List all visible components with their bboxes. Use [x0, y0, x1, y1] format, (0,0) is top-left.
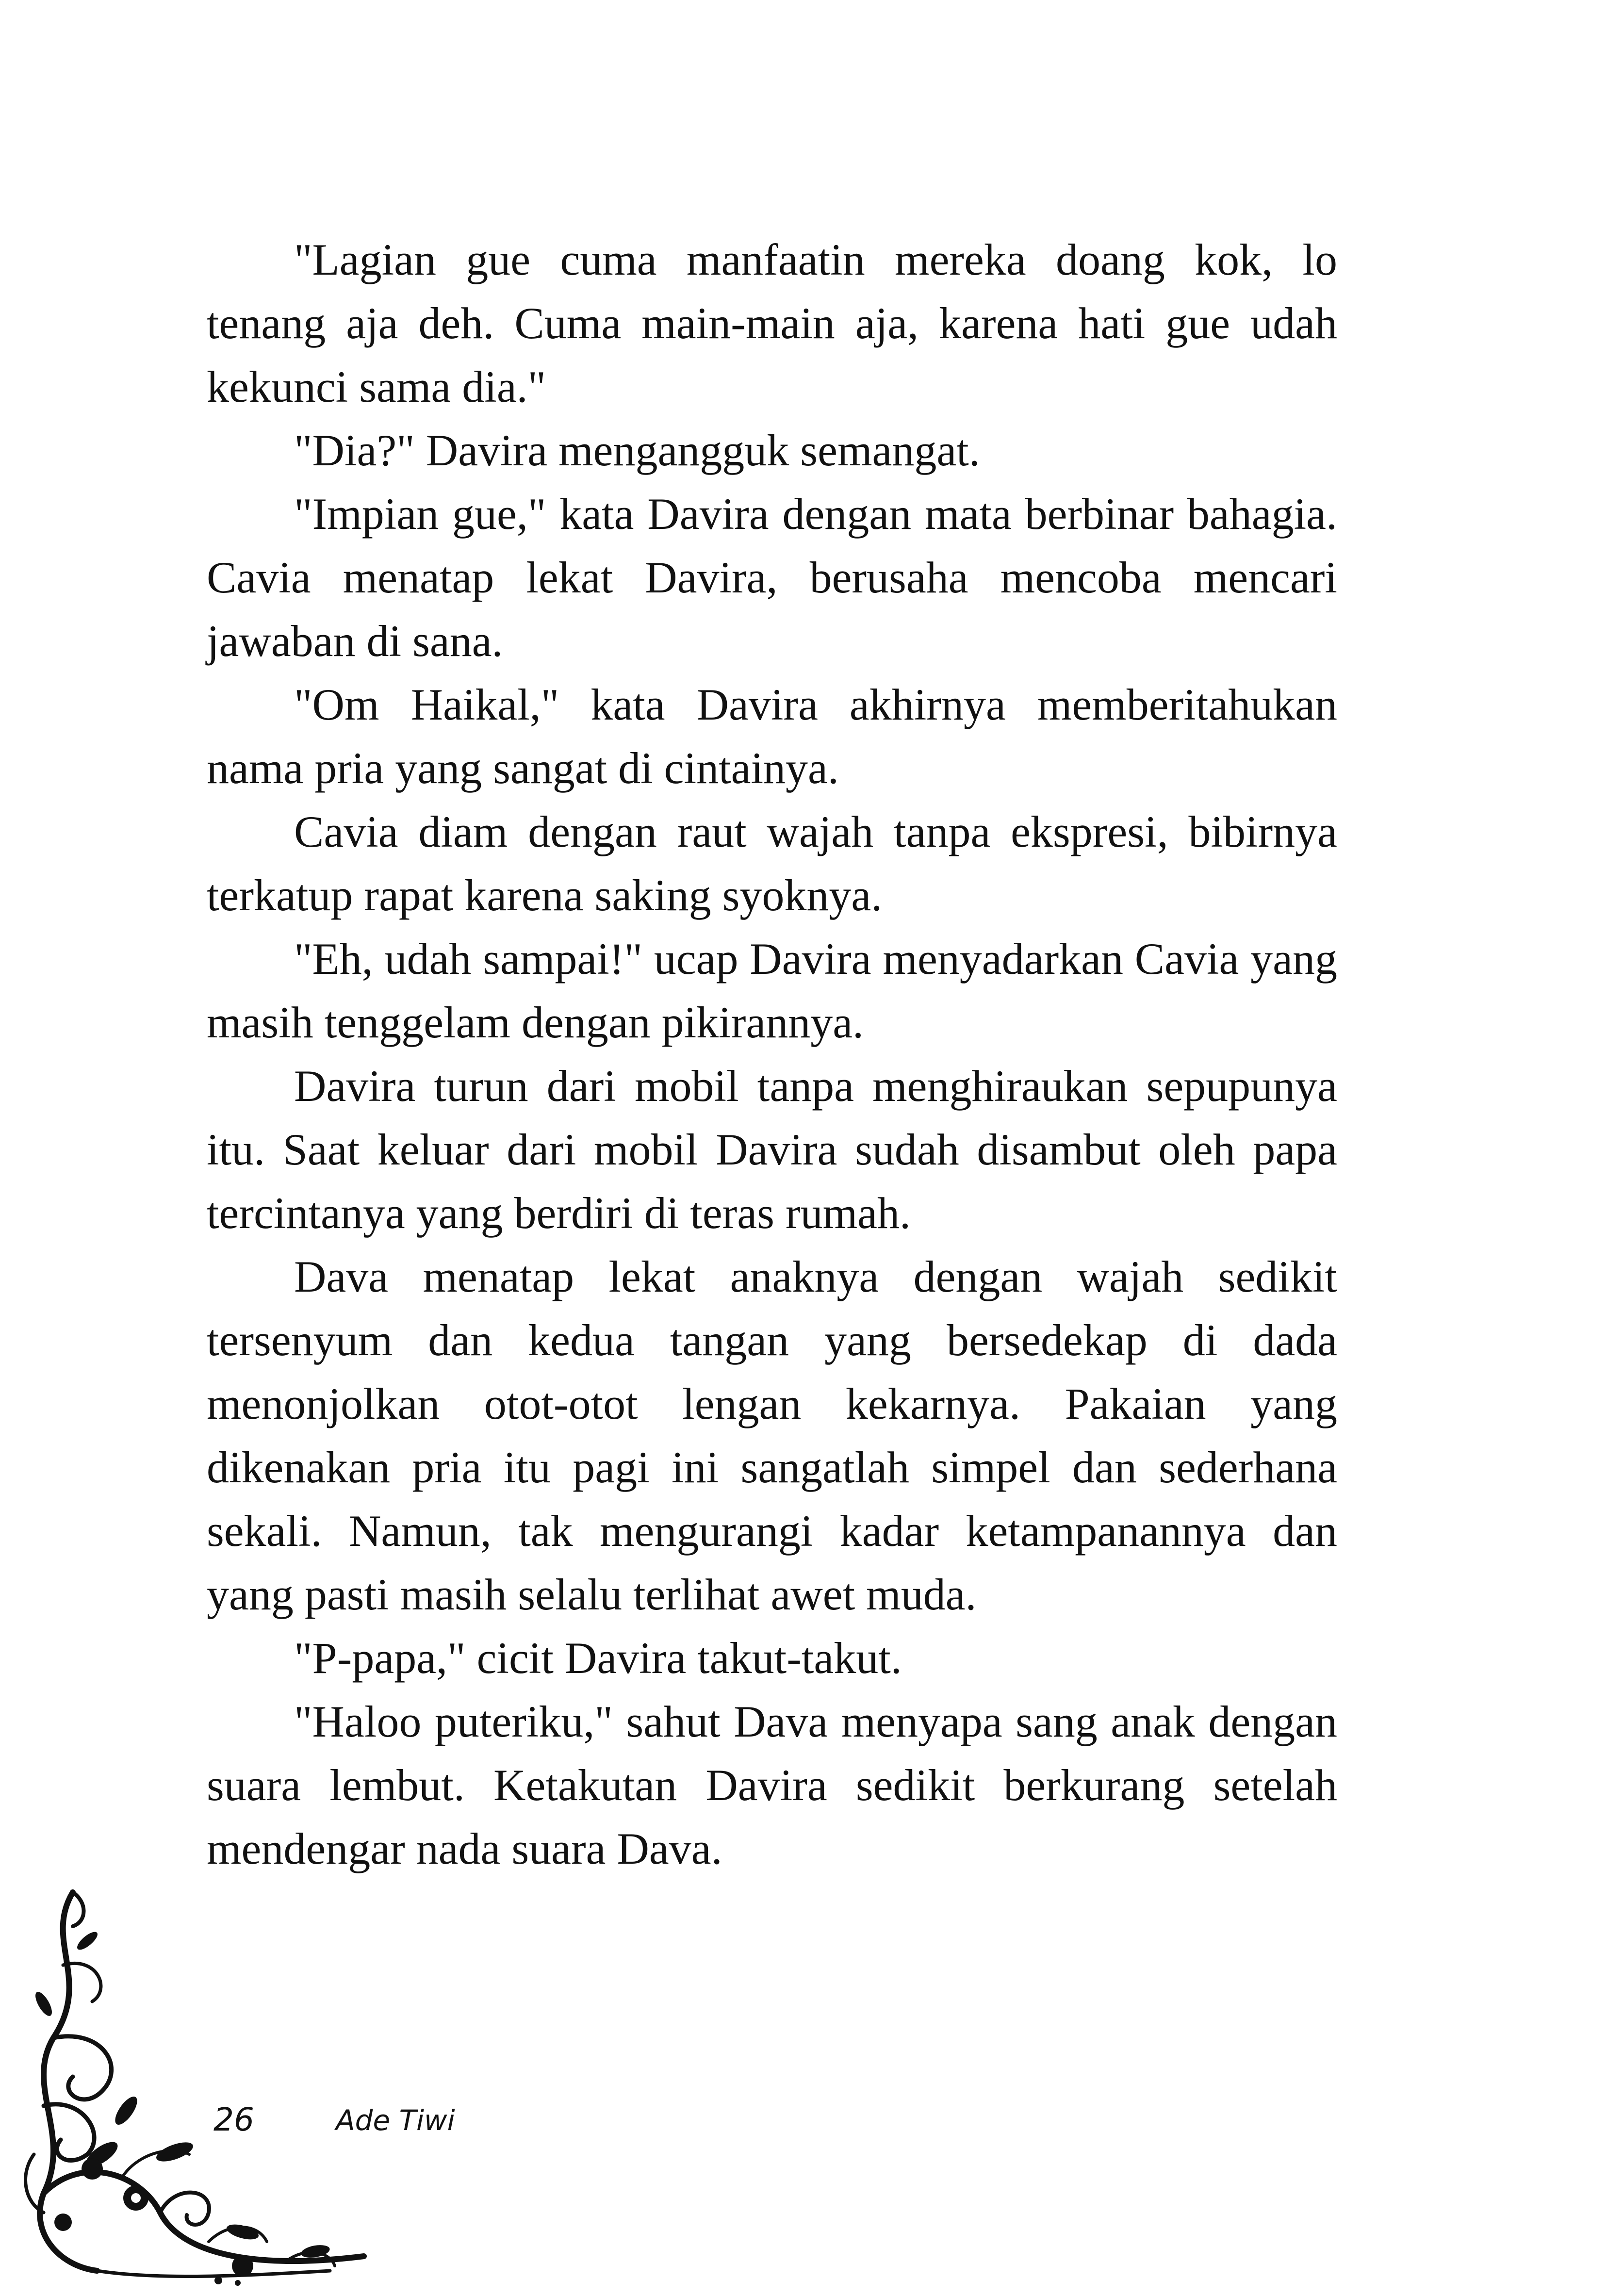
body-text: [207, 228, 1337, 1881]
paragraph: "Om Haikal," kata Davira akhirnya memberitahukan nama pria yang sangat di cintainya.: [207, 680, 1337, 793]
paragraph: Davira turun dari mobil tanpa menghiraukan sepupunya itu. Saat keluar dari mobil Davira sudah disambut oleh papa tercintanya yang berdiri di teras rumah.: [207, 1061, 1337, 1238]
floral-corner-ornament-icon: [15, 1883, 374, 2290]
running-footer-author: Ade Tiwi: [336, 2104, 455, 2137]
page-number: 26: [213, 2101, 254, 2138]
paragraph: Cavia diam dengan raut wajah tanpa ekspresi, bibirnya terkatup rapat karena saking syoknya.: [207, 807, 1337, 920]
paragraph: Dava menatap lekat anaknya dengan wajah sedikit tersenyum dan kedua tangan yang bersedekap di dada menonjolkan otot-otot lengan kekarnya. Pakaian yang dikenakan pria itu pagi ini sangatlah simpel dan sederhana sekali. Namun, tak mengurangi kadar ketampanannya dan yang pasti masih selalu terlihat awet muda.: [207, 1252, 1337, 1619]
paragraph: "Impian gue," kata Davira dengan mata berbinar bahagia. Cavia menatap lekat Davira, berusaha mencoba mencari jawaban di sana.: [207, 489, 1337, 666]
paragraph: "P-papa," cicit Davira takut-takut.: [294, 1633, 902, 1683]
paragraph: "Dia?" Davira mengangguk semangat.: [294, 426, 980, 475]
paragraph: "Eh, udah sampai!" ucap Davira menyadarkan Cavia yang masih tenggelam dengan pikirannya.: [207, 934, 1337, 1047]
paragraph: "Lagian gue cuma manfaatin mereka doang kok, lo tenang aja deh. Cuma main-main aja, karena hati gue udah kekunci sama dia.": [207, 235, 1337, 411]
paragraph: "Haloo puteriku," sahut Dava menyapa sang anak dengan suara lembut. Ketakutan Davira sedikit berkurang setelah mendengar nada suara Dava.: [207, 1697, 1337, 1873]
